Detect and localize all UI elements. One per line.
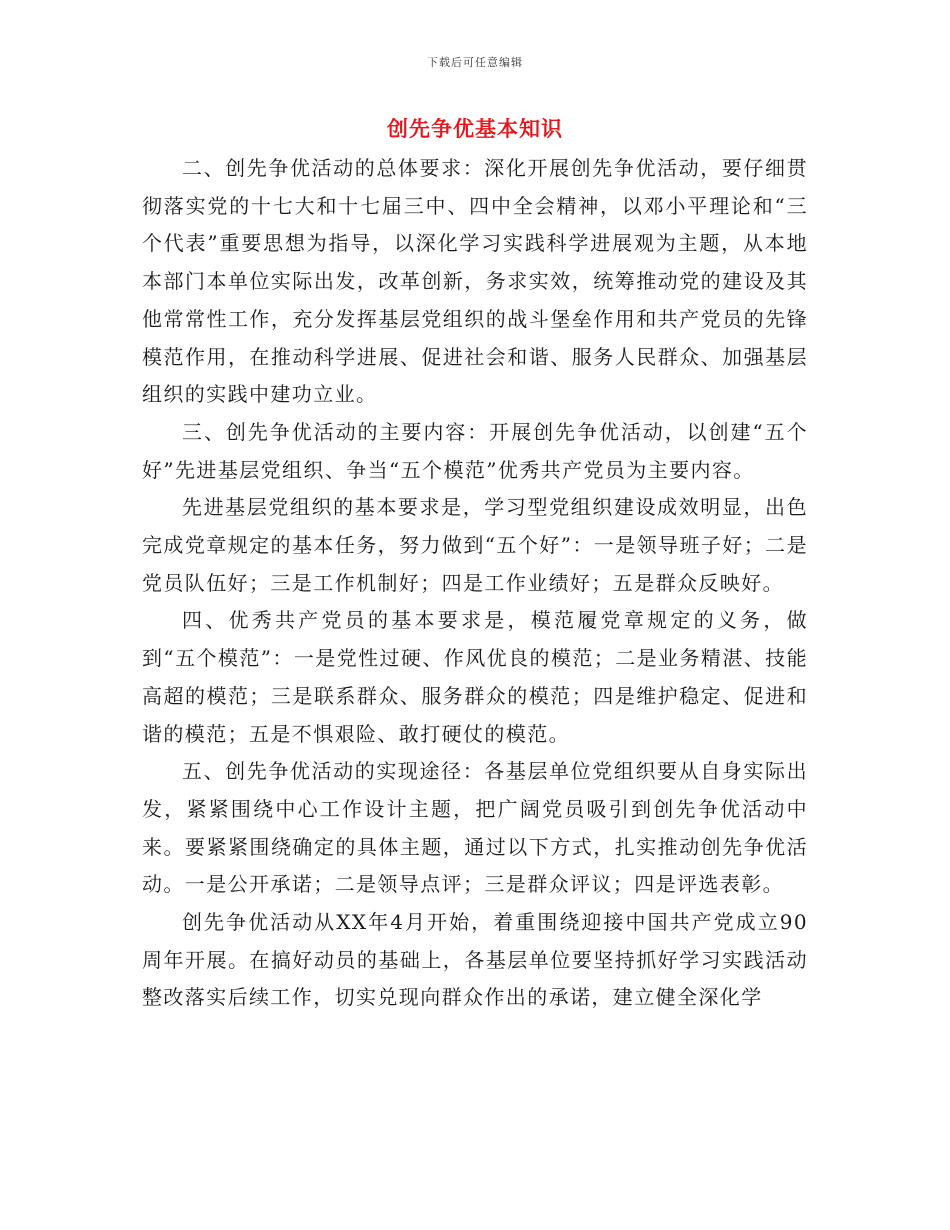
paragraph-timeline: 创先争优活动从XX年4月开始，着重围绕迎接中国共产党成立90周年开展。在搞好动员的基础上，各基层单位要坚持抓好学习实践活动整改落实后续工作，切实兑现向群众作出的承诺，建立健全深化学 xyxy=(142,910,808,1010)
paragraph-party-org-requirements: 先进基层党组织的基本要求是，学习型党组织建设成效明显，出色完成党章规定的基本任务，努力做到“五个好”：一是领导班子好；二是党员队伍好；三是工作机制好；四是工作业绩好；五是群众反映好。 xyxy=(142,495,808,595)
paragraph-overall-requirements: 二、创先争优活动的总体要求：深化开展创先争优活动，要仔细贯彻落实党的十七大和十七届三中、四中全会精神，以邓小平理论和“三个代表”重要思想为指导，以深化学习实践科学进展观为主题，从本地本部门本单位实际出发，改革创新，务求实效，统筹推动党的建设及其他常常性工作，充分发挥基层党组织的战斗堡垒作用和共产党员的先锋模范作用，在推动科学进展、促进社会和谐、服务人民群众、加强基层组织的实践中建功立业。 xyxy=(142,156,808,407)
document-body xyxy=(142,150,808,1017)
paragraph-member-requirements: 四、优秀共产党员的基本要求是，模范履党章规定的义务，做到“五个模范”：一是党性过硬、作风优良的模范；二是业务精湛、技能高超的模范；三是联系群众、服务群众的模范；四是维护稳定、促进和谐的模范；五是不惧艰险、敢打硬仗的模范。 xyxy=(142,608,808,746)
document-title: 创先争优基本知识 xyxy=(387,116,563,141)
paragraph-implementation-path: 五、创先争优活动的实现途径：各基层单位党组织要从自身实际出发，紧紧围绕中心工作设计主题，把广阔党员吸引到创先争优活动中来。要紧紧围绕确定的具体主题，通过以下方式，扎实推动创先争优活动。一是公开承诺；二是领导点评；三是群众评议；四是评选表彰。 xyxy=(142,759,808,897)
header-note: 下载后可任意编辑 xyxy=(427,56,523,69)
paragraph-main-content: 三、创先争优活动的主要内容：开展创先争优活动，以创建“五个好”先进基层党组织、争当“五个模范”优秀共产党员为主要内容。 xyxy=(142,419,808,482)
